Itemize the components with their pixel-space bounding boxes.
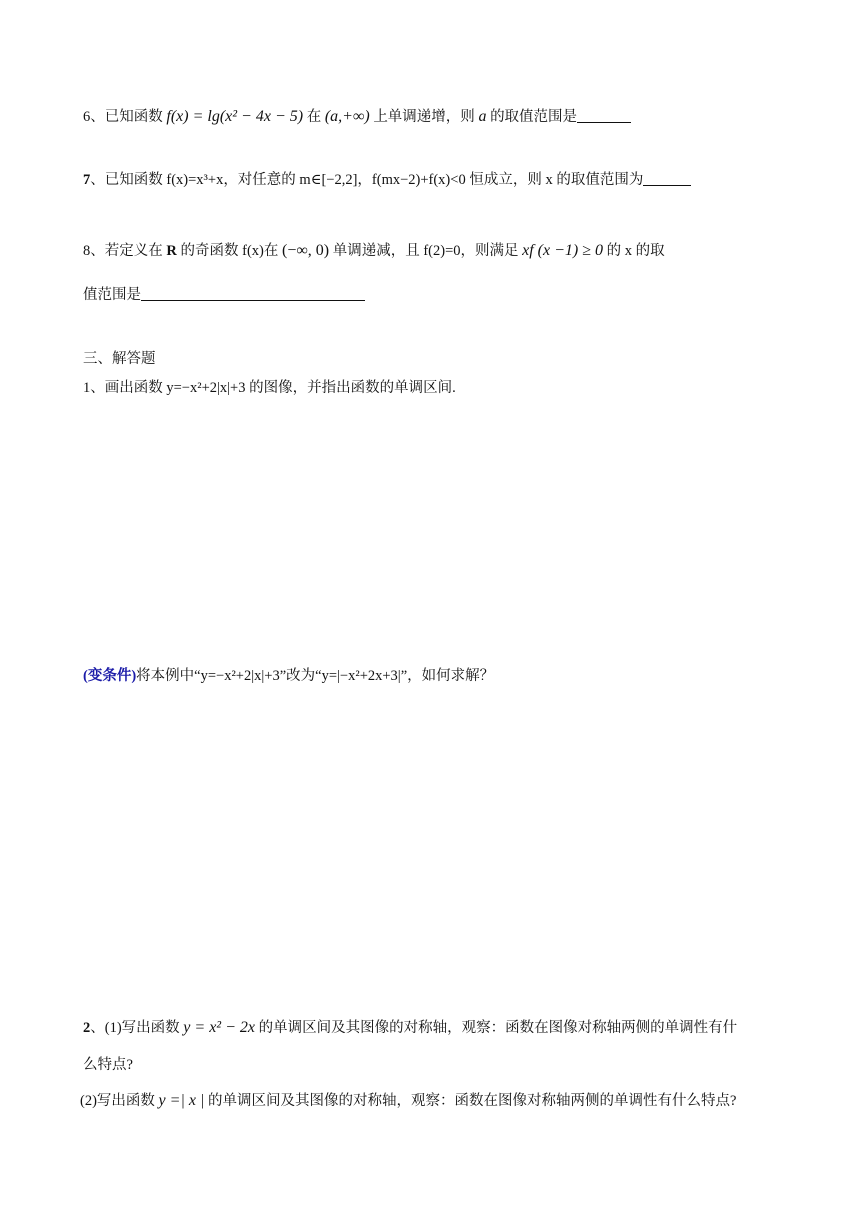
question-6	[83, 107, 631, 127]
p2-part2-text-b: 的单调区间及其图像的对称轴，观察：函数在图像对称轴两侧的单调性有什么特点?	[204, 1093, 737, 1109]
q8-interval: (−∞, 0)	[281, 242, 330, 259]
p2-part1-text-b: 的单调区间及其图像的对称轴，观察：函数在图像对称轴两侧的单调性有什	[255, 1020, 738, 1036]
q6-interval: (a,+∞)	[324, 108, 370, 125]
q7-number: 7	[83, 172, 91, 188]
section-3-title	[83, 349, 156, 369]
problem-1-text: 1、画出函数 y=−x²+2|x|+3 的图像，并指出函数的单调区间.	[83, 380, 456, 396]
problem-2-part-1-line2	[83, 1055, 133, 1075]
q8-text-b: 的奇函数 f(x)在	[176, 243, 282, 259]
q8-text-a: 若定义在	[104, 243, 167, 259]
q8-text-d: 的 x 的取	[603, 243, 665, 259]
q8-line2: 值范围是	[83, 287, 141, 303]
q8-text-c: 单调递减，且 f(2)=0，则满足	[329, 243, 523, 259]
p2-number: 2	[83, 1020, 91, 1036]
q6-function: f(x) = lg(x² − 4x − 5)	[166, 108, 304, 125]
variant-problem	[83, 666, 494, 686]
problem-2-part-1	[83, 1018, 737, 1038]
variant-tag: (变条件)	[83, 668, 137, 684]
q7-text: 、已知函数 f(x)=x³+x，对任意的 m∈[−2,2]，f(mx−2)+f(x)<0 恒成立，则 x 的取值范围为	[90, 172, 644, 188]
p2-part1-line2: 么特点?	[83, 1057, 133, 1073]
q6-answer-blank[interactable]	[577, 108, 631, 123]
p2-part2-text-a: (2)写出函数	[80, 1093, 159, 1109]
q8-number: 8、	[83, 243, 105, 259]
q8-real-set: R	[166, 243, 177, 259]
q6-number: 6、	[83, 109, 105, 125]
q6-text-d: 的取值范围是	[486, 109, 578, 125]
p2-part2-function: y =| x |	[158, 1092, 205, 1109]
q6-variable: a	[478, 108, 487, 125]
p2-part1-text-a: 、(1)写出函数	[90, 1020, 184, 1036]
q6-text-b: 在	[303, 109, 325, 125]
q8-answer-blank[interactable]	[141, 286, 365, 301]
problem-1	[83, 378, 456, 398]
section-3-label: 三、解答题	[83, 351, 156, 367]
variant-text: 将本例中“y=−x²+2|x|+3”改为“y=|−x²+2x+3|”，如何求解？	[136, 668, 495, 684]
q8-inequality: xf (x −1) ≥ 0	[522, 242, 604, 259]
q6-text-a: 已知函数	[104, 109, 167, 125]
question-7	[83, 170, 691, 190]
p2-part1-function: y = x² − 2x	[183, 1019, 255, 1036]
q7-answer-blank[interactable]	[643, 171, 691, 186]
problem-2-part-2	[80, 1091, 736, 1111]
question-8	[83, 241, 665, 261]
question-8-line2	[83, 285, 365, 305]
q6-text-c: 上单调递增，则	[369, 109, 479, 125]
